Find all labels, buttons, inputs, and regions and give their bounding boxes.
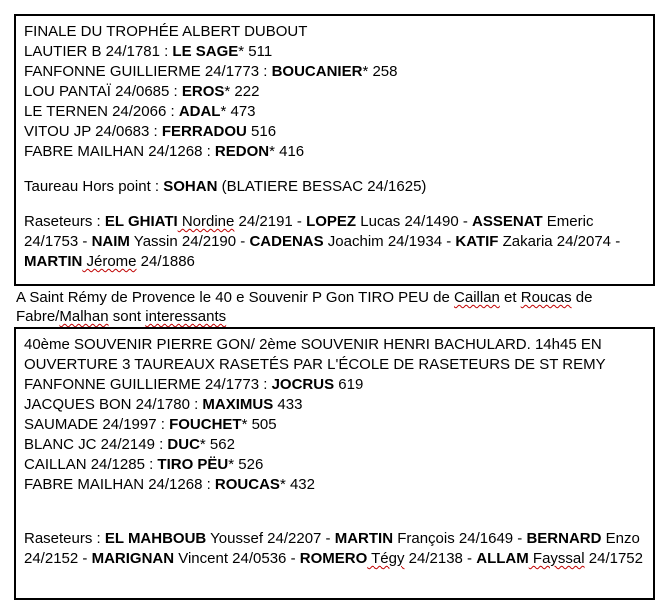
box2-entry: SAUMADE 24/1997 : FOUCHET* 505 — [24, 416, 277, 433]
box1-raseteurs: Raseteurs : EL GHIATI Nordine 24/2191 - LOPEZ Lucas 24/1490 - ASSENAT Emeric 24/1753 - NAIM Yassin 24/2190 - CADENAS Joachim 24/1934 - KATIF Zakaria 24/2074 - MARTIN Jérome 24/1886 — [24, 213, 621, 270]
box1-entry: LOU PANTAÏ 24/0685 : EROS* 222 — [24, 83, 260, 100]
box2-title: 40ème SOUVENIR PIERRE GON/ 2ème SOUVENIR HENRI BACHULARD. 14h45 EN OUVERTURE 3 TAUREAUX RASETÉS PAR L'ÉCOLE DE RASETEURS DE ST REMY — [24, 336, 606, 373]
box2-entry: CAILLAN 24/1285 : TIRO PËU* 526 — [24, 456, 264, 473]
box1-entry: FABRE MAILHAN 24/1268 : REDON* 416 — [24, 143, 305, 160]
box1-entry: LAUTIER B 24/1781 : LE SAGE* 511 — [24, 43, 273, 60]
box1-entry: LE TERNEN 24/2066 : ADAL* 473 — [24, 103, 256, 120]
box1-entry: FANFONNE GUILLIERME 24/1773 : BOUCANIER* 258 — [24, 63, 398, 80]
box1-entry: VITOU JP 24/0683 : FERRADOU 516 — [24, 123, 277, 140]
souvenir-pierre-gon-box — [14, 327, 655, 600]
box1-title: FINALE DU TROPHÉE ALBERT DUBOUT — [24, 23, 308, 40]
box2-entry: JACQUES BON 24/1780 : MAXIMUS 433 — [24, 396, 303, 413]
box2-entry: FABRE MAILHAN 24/1268 : ROUCAS* 432 — [24, 476, 315, 493]
box2-raseteurs: Raseteurs : EL MAHBOUB Youssef 24/2207 - MARTIN François 24/1649 - BERNARD Enzo 24/2152 - MARIGNAN Vincent 24/0536 - ROMERO Tégy 24/2138 - ALLAM Fayssal 24/1752 — [24, 530, 643, 567]
finale-trophee-box — [14, 14, 655, 286]
box2-entry: BLANC JC 24/2149 : DUC* 562 — [24, 436, 235, 453]
box2-entry: FANFONNE GUILLIERME 24/1773 : JOCRUS 619 — [24, 376, 364, 393]
hors-point-line: Taureau Hors point : SOHAN (BLATIERE BESSAC 24/1625) — [24, 178, 427, 195]
middle-note: A Saint Rémy de Provence le 40 e Souvenir P Gon TIRO PEU de Caillan et Roucas de Fabre/Malhan sont interessants — [16, 289, 593, 325]
